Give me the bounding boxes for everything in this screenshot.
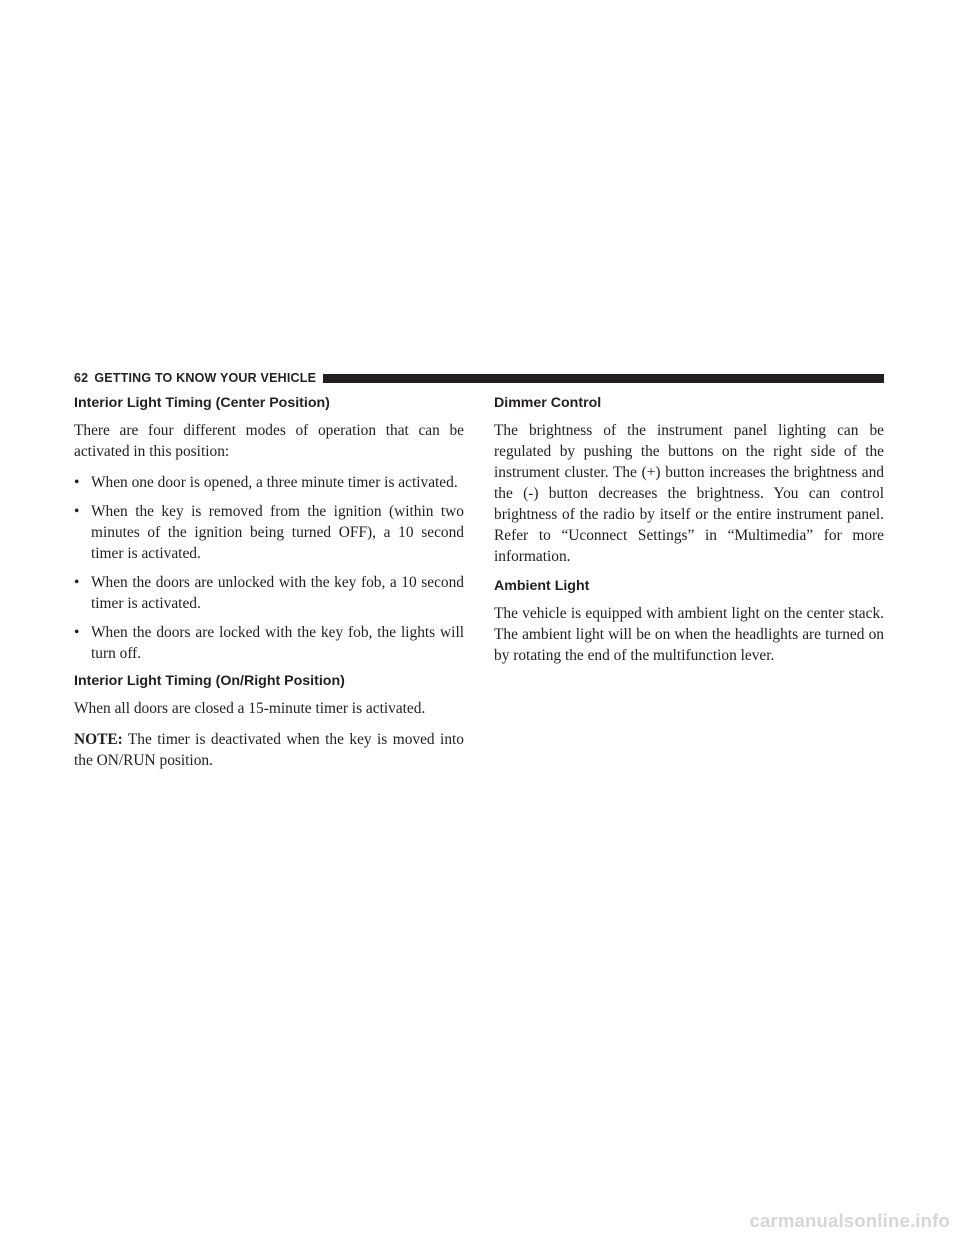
section-name: GETTING TO KNOW YOUR VEHICLE: [94, 371, 317, 385]
intro-paragraph: There are four different modes of operation that can be activated in this position:: [74, 422, 464, 460]
dimmer-paragraph: The brightness of the instrument panel lighting can be regulated by pushing the buttons on the right side of the instrument cluster. The (+) button increases the brightness and the (-) button decreases the brightness. You can control brightness of the radio by itself or the entire instrument panel. Refer to “Uconnect Settings” in “Multimedia” for more information.: [494, 422, 884, 565]
header-rule: [323, 374, 884, 383]
right-column: [494, 394, 884, 676]
bullet-icon: •: [74, 503, 80, 520]
bullet-icon: •: [74, 574, 80, 591]
list-item: • When the key is removed from the ignition (within two minutes of the ignition being turned OFF), a 10 second timer is activated.: [74, 503, 464, 562]
note-paragraph: [74, 729, 464, 771]
on-position-paragraph: When all doors are closed a 15-minute timer is activated.: [74, 700, 426, 717]
ambient-paragraph: The vehicle is equipped with ambient light on the center stack. The ambient light will be on when the headlights are turned on by rotating the end of the multifunction lever.: [494, 605, 884, 664]
bullet-icon: •: [74, 624, 80, 641]
section-title-dimmer-control: Dimmer Control: [494, 395, 602, 411]
note-text: The timer is deactivated when the key is moved into the ON/RUN position.: [74, 731, 464, 769]
page-number: 62: [74, 371, 89, 385]
page-header: [74, 370, 884, 386]
modes-list: [74, 472, 464, 664]
section-title-center-position: Interior Light Timing (Center Position): [74, 395, 330, 411]
list-item: • When one door is opened, a three minute timer is activated.: [74, 474, 458, 491]
list-item: • When the doors are unlocked with the key fob, a 10 second timer is activated.: [74, 574, 464, 612]
bullet-icon: •: [74, 474, 80, 491]
list-item: • When the doors are locked with the key fob, the lights will turn off.: [74, 624, 464, 662]
section-title-on-right-position: Interior Light Timing (On/Right Position): [74, 673, 345, 689]
note-label: NOTE:: [74, 731, 123, 748]
left-column: [74, 394, 464, 781]
watermark: carmanualsonline.info: [749, 1210, 950, 1231]
section-title-ambient-light: Ambient Light: [494, 578, 590, 594]
